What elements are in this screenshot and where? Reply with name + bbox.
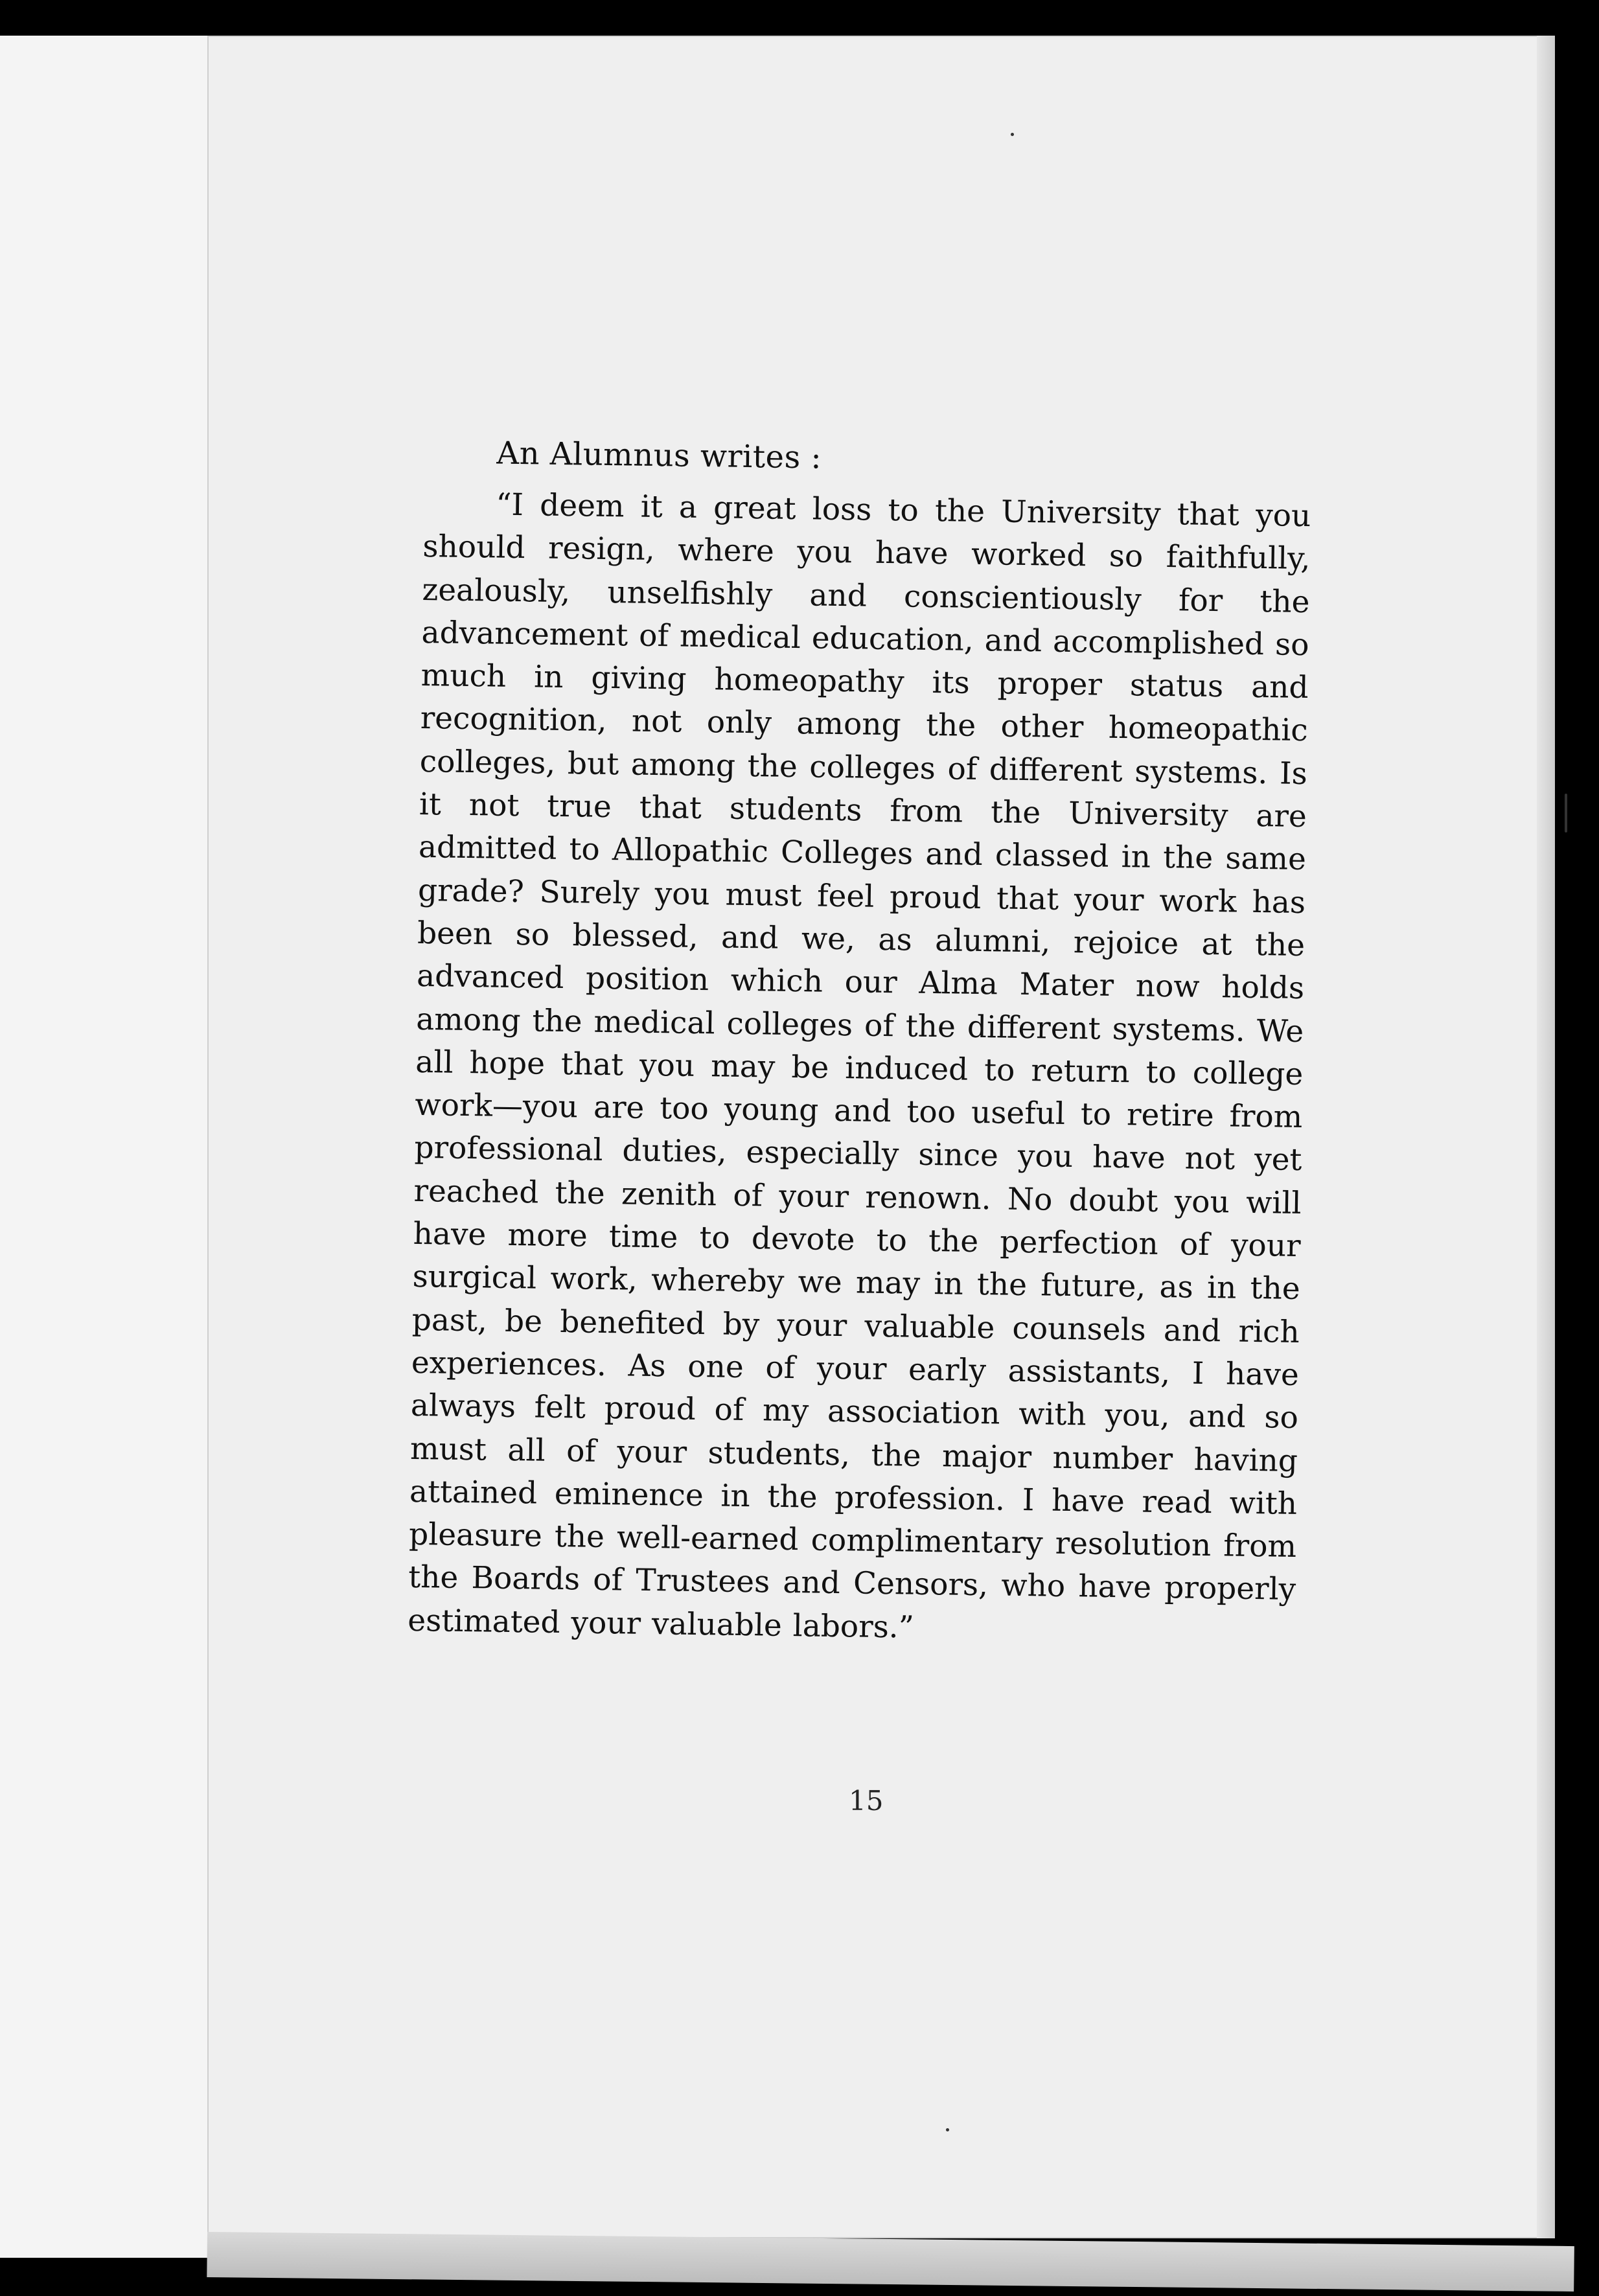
page-number: 15	[849, 1785, 884, 1817]
scan-speck	[946, 2128, 949, 2131]
scan-speck	[1565, 794, 1567, 832]
page-edge-bottom	[207, 2232, 1574, 2291]
scan-speck	[1011, 133, 1014, 136]
page-content	[408, 431, 1312, 1655]
facing-page	[0, 36, 218, 2258]
page-edge	[1537, 36, 1555, 2238]
book-page	[207, 36, 1555, 2238]
letter-body: “I deem it a great loss to the University that you should resign, where you have worked so faithfully, zealously, unselfishly and conscientiously for the advancement of medical education, and accomplished so much in giving homeopathy its proper status and recognition, not only among the other homeopathic colleges, but among the colleges of different systems. Is it not true that students from the University are admitted to Allopathic Colleges and classed in the same grade? Surely you must feel proud that your work has been so blessed, and we, as alumni, rejoice at the advanced position which our Alma Mater now holds among the medical colleges of the different systems. We all hope that you may be induced to return to college work—you are too young and too useful to retire from professional duties, especially since you have not yet reached the zenith of your renown. No doubt you will have more time to devote to the perfection of your surgical work, whereby we may in the future, as in the past, be benefited by your valuable counsels and rich experiences. As one of your early assistants, I have always felt proud of my association with you, and so must all of your students, the major number having attained eminence in the profession. I have read with pleasure the well-earned complimentary resolution from the Boards of Trustees and Censors, who have properly estimated your valuable labors.”	[407, 487, 1311, 1646]
letter-heading: An Alumnus writes :	[496, 435, 822, 476]
